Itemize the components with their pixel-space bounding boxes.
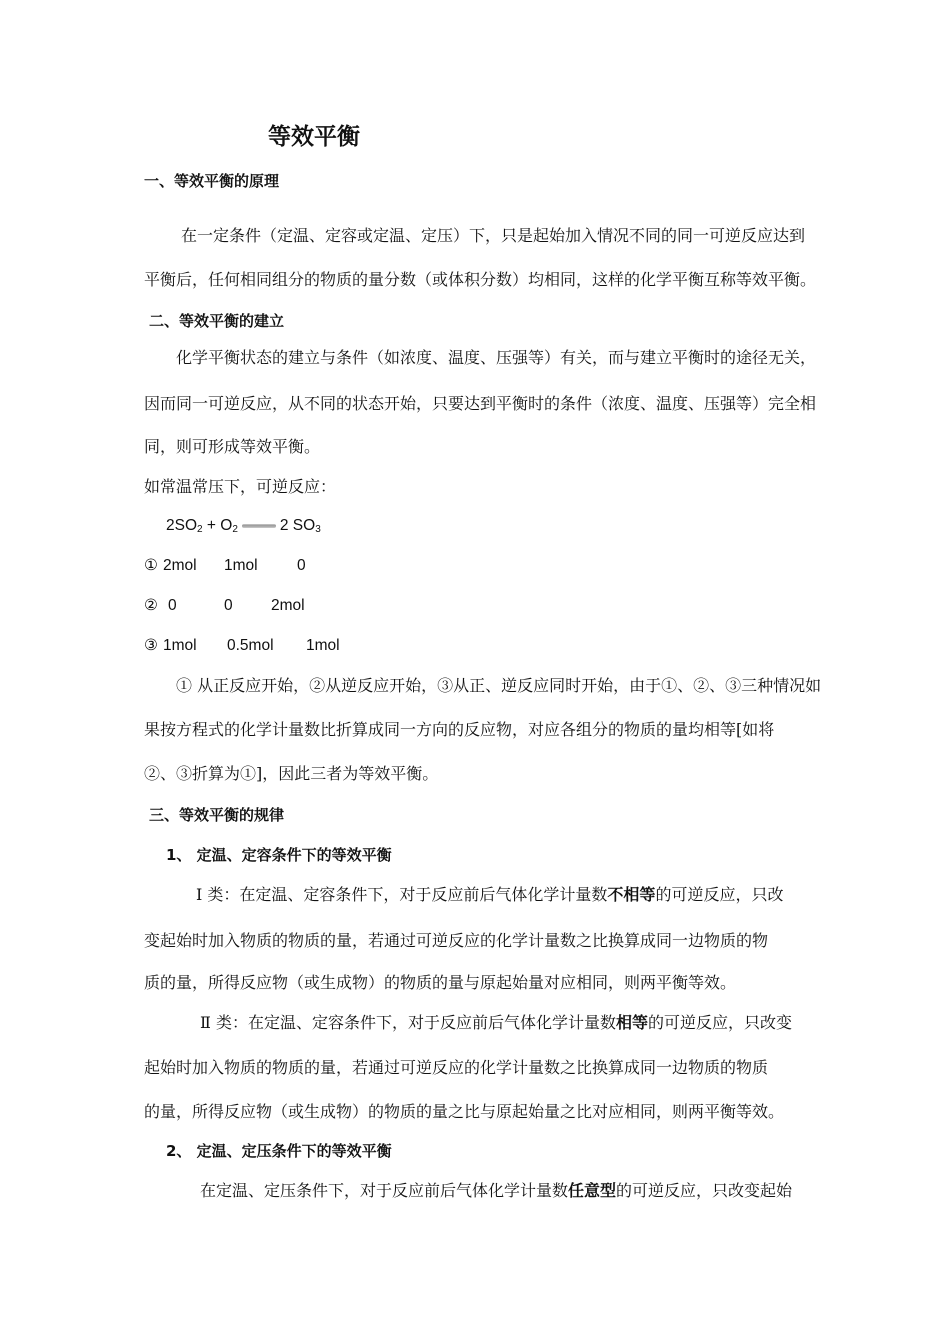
row-label: ② bbox=[144, 597, 158, 614]
page-title: 等效平衡 bbox=[268, 124, 360, 150]
row-value: 2mol bbox=[271, 597, 305, 614]
emphasis-text: 任意型 bbox=[568, 1181, 617, 1200]
eq-subscript: 2 bbox=[232, 524, 238, 535]
text-run: Ⅰ 类：在定温、定容条件下，对于反应前后气体化学计量数 bbox=[196, 885, 608, 904]
row-label: ③ bbox=[144, 637, 158, 654]
amount-row-3 bbox=[144, 636, 340, 656]
row-value: 1mol bbox=[306, 637, 340, 654]
eq-subscript: 2 bbox=[197, 524, 203, 535]
emphasis-text: 不相等 bbox=[607, 885, 656, 904]
paragraph-line: ②、③折算为①]，因此三者为等效平衡。 bbox=[144, 764, 439, 783]
section-2-heading: 二、等效平衡的建立 bbox=[149, 312, 285, 330]
eq-term: + O bbox=[202, 517, 233, 534]
subsection-2-heading: 2、 定温、定压条件下的等效平衡 bbox=[166, 1142, 392, 1160]
text-run: 的可逆反应，只改 bbox=[655, 885, 784, 904]
text-run: 的可逆反应，只改变 bbox=[647, 1013, 792, 1032]
section-1-heading: 一、等效平衡的原理 bbox=[144, 172, 280, 190]
paragraph-line: 的量，所得反应物（或生成物）的物质的量之比与原起始量之比对应相同，则两平衡等效。 bbox=[144, 1102, 785, 1121]
section-3-heading: 三、等效平衡的规律 bbox=[149, 806, 285, 824]
paragraph-line bbox=[200, 1181, 792, 1201]
paragraph-line: 如常温常压下，可逆反应： bbox=[144, 477, 337, 496]
paragraph-line: ① 从正反应开始，②从逆反应开始，③从正、逆反应同时开始，由于①、②、③三种情况如 bbox=[176, 676, 822, 695]
text-run: 的可逆反应，只改变起始 bbox=[616, 1181, 793, 1200]
subsection-1-heading: 1、 定温、定容条件下的等效平衡 bbox=[166, 846, 392, 864]
reaction-equation bbox=[166, 516, 321, 540]
row-value: 0.5mol bbox=[227, 637, 274, 654]
paragraph-line: 在一定条件（定温、定容或定温、定压）下，只是起始加入情况不同的同一可逆反应达到 bbox=[181, 226, 806, 245]
row-value: 2mol bbox=[163, 557, 197, 574]
paragraph-line: 质的量，所得反应物（或生成物）的物质的量与原起始量对应相同，则两平衡等效。 bbox=[144, 973, 737, 992]
text-run: 在定温、定压条件下，对于反应前后气体化学计量数 bbox=[200, 1181, 569, 1200]
emphasis-text: 相等 bbox=[615, 1013, 648, 1032]
paragraph-line: 果按方程式的化学计量数比折算成同一方向的反应物，对应各组分的物质的量均相等[如将 bbox=[144, 720, 775, 739]
paragraph-line bbox=[200, 1013, 792, 1033]
eq-subscript: 3 bbox=[315, 524, 321, 535]
paragraph-line bbox=[196, 885, 783, 905]
row-value: 1mol bbox=[224, 557, 258, 574]
row-label: ① bbox=[144, 557, 158, 574]
paragraph-line: 平衡后，任何相同组分的物质的量分数（或体积分数）均相同，这样的化学平衡互称等效平衡。 bbox=[144, 270, 817, 289]
row-value: 0 bbox=[297, 557, 306, 574]
paragraph-line: 化学平衡状态的建立与条件（如浓度、温度、压强等）有关，而与建立平衡时的途径无关， bbox=[176, 348, 817, 367]
eq-term: 2SO bbox=[166, 517, 198, 534]
paragraph-line: 因而同一可逆反应，从不同的状态开始，只要达到平衡时的条件（浓度、温度、压强等）完全相 bbox=[144, 394, 817, 413]
text-run: Ⅱ 类：在定温、定容条件下，对于反应前后气体化学计量数 bbox=[200, 1013, 616, 1032]
paragraph-line: 同，则可形成等效平衡。 bbox=[144, 437, 321, 456]
eq-term: 2 SO bbox=[279, 517, 316, 534]
paragraph-line: 起始时加入物质的物质的量，若通过可逆反应的化学计量数之比换算成同一边物质的物质 bbox=[144, 1058, 769, 1077]
paragraph-line: 变起始时加入物质的物质的量，若通过可逆反应的化学计量数之比换算成同一边物质的物 bbox=[144, 931, 769, 950]
row-value: 0 bbox=[168, 597, 177, 614]
reversible-arrow-icon bbox=[242, 524, 276, 528]
amount-row-2 bbox=[144, 596, 305, 616]
row-value: 1mol bbox=[163, 637, 197, 654]
amount-row-1 bbox=[144, 556, 306, 576]
row-value: 0 bbox=[224, 597, 233, 614]
